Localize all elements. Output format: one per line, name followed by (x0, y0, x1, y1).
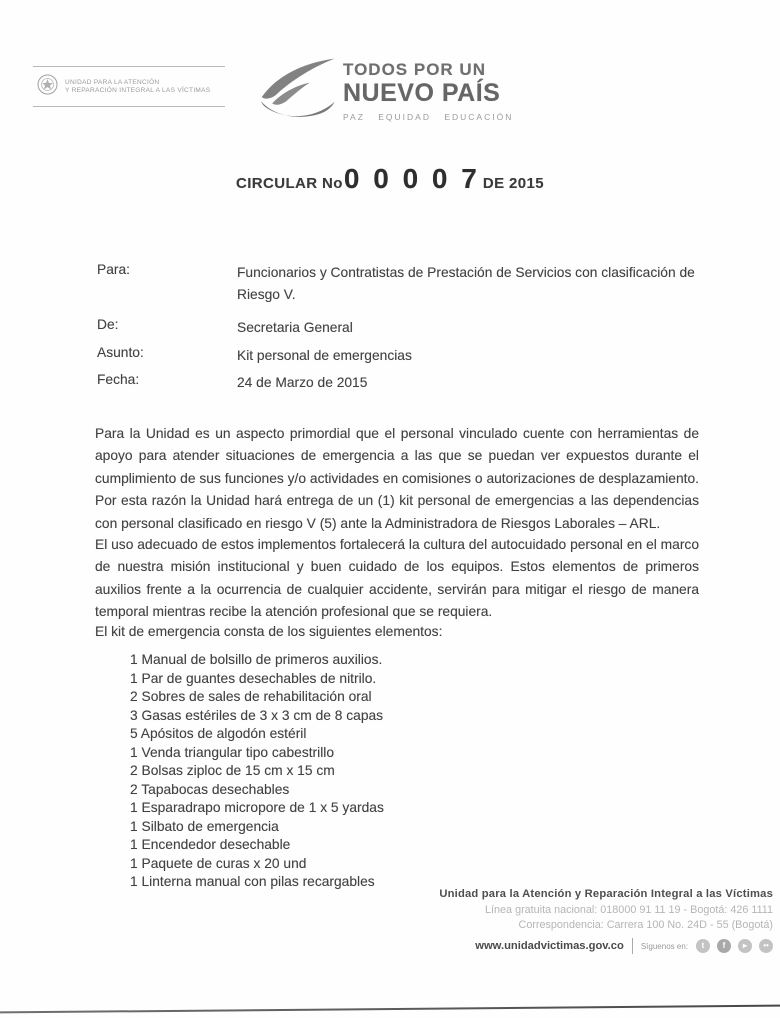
entity-logo-box (33, 66, 225, 107)
list-item: 2 Tapabocas desechables (130, 781, 290, 797)
list-item: 1 Manual de bolsillo de primeros auxilios. (130, 652, 383, 667)
entity-name-line2: Y REPARACIÓN INTEGRAL A LAS VÍCTIMAS (65, 87, 211, 94)
list-item: 1 Linterna manual con pilas recargables (130, 874, 375, 889)
body-paragraph-1: Para la Unidad es un aspecto primordial que el personal vinculado cuente con herramientas de apoyo para atender situaciones de emergencia a las que se puedan ver expuestos durante el cumplimiento de sus funciones y/o actividades en comisiones o autorizaciones de desplazamiento. Por esta razón la Unidad hará entrega de un (1) kit personal de emergencias a las dependencias con personal clasificado en riesgo V (5) ante la Administradora de Riesgos Laborales – ARL. (95, 426, 699, 531)
youtube-icon: ▸ (738, 939, 752, 953)
list-item: 1 Venda triangular tipo cabestrillo (130, 744, 335, 760)
footer-web-row (439, 938, 773, 954)
brand-tagline: PAZ EQUIDAD EDUCACIÓN (343, 112, 514, 122)
meta-label: Para: (97, 262, 130, 277)
meta-value: Kit personal de emergencias (237, 348, 412, 363)
body-paragraph-3: El kit de emergencia consta de los siguientes elementos: (95, 624, 443, 639)
social-icons (696, 939, 773, 953)
scan-artifact-line (0, 1005, 780, 1014)
list-item: 2 Bolsas ziploc de 15 cm x 15 cm (130, 763, 335, 778)
brand-line2: NUEVO PAÍS (343, 79, 501, 107)
list-item: 1 Silbato de emergencia (130, 818, 279, 834)
meta-value: Secretaria General (237, 320, 353, 335)
facebook-icon: f (717, 939, 731, 953)
meta-label: Fecha: (97, 372, 140, 387)
meta-row-fecha (97, 372, 722, 394)
meta-label: De: (97, 317, 119, 332)
list-item: 1 Encendedor desechable (130, 837, 291, 852)
kit-items-list (130, 651, 384, 892)
twitter-icon: t (696, 939, 710, 953)
footer-phone-line: Línea gratuita nacional: 018000 91 11 19 - Bogotá: 426 1111 (485, 904, 773, 916)
brand-text (343, 60, 513, 122)
list-item: 1 Par de guantes desechables de nitrilo. (130, 670, 377, 686)
entity-name-line1: UNIDAD PARA LA ATENCIÓN (65, 79, 160, 86)
meta-row-de (97, 317, 722, 339)
meta-value: 24 de Marzo de 2015 (237, 375, 368, 390)
meta-value: Funcionarios y Contratistas de Prestación de Servicios con clasificación de Riesgo V. (237, 265, 695, 302)
list-item: 1 Paquete de curas x 20 und (130, 855, 307, 871)
list-item: 5 Apósitos de algodón estéril (130, 726, 307, 741)
circular-title-prefix: CIRCULAR No (235, 175, 343, 192)
government-brand (257, 56, 513, 130)
list-item: 2 Sobres de sales de rehabilitación oral (130, 689, 372, 704)
footer-contact-block (439, 888, 773, 954)
nuevo-pais-swoosh-icon (257, 56, 337, 130)
unidad-seal-icon (37, 74, 58, 100)
meta-row-asunto (97, 345, 722, 367)
circular-number-stamp: 0 0 0 0 7 (343, 163, 480, 194)
footer-address-line: Correspondencia: Carrera 100 No. 24D - 55 (Bogotá) (518, 919, 773, 931)
body-paragraph-2: El uso adecuado de estos implementos fortalecerá la cultura del autocuidado personal en el marco de nuestra misión institucional y buen cuidado de los equipos. Estos elementos de primeros auxilios frente a la ocurrencia de cualquier accidente, servirán para mitigar el riesgo de manera temporal mientras recibe la atención profesional que se requiera. (95, 537, 699, 620)
entity-name (65, 79, 210, 95)
circular-title-suffix: DE 2015 (482, 175, 545, 192)
list-item: 1 Esparadrapo micropore de 1 x 5 yardas (130, 800, 384, 815)
website-url: www.unidadvictimas.gov.co (475, 940, 624, 952)
meta-label: Asunto: (97, 345, 144, 360)
follow-us-label: Síguenos en: (640, 941, 688, 951)
footer-org-name: Unidad para la Atención y Reparación Integral a las Víctimas (439, 888, 773, 900)
footer-divider (632, 938, 633, 954)
circular-title (0, 163, 780, 195)
flickr-icon: •• (759, 939, 773, 953)
meta-row-para (97, 262, 722, 306)
list-item: 3 Gasas estériles de 3 x 3 cm de 8 capas (130, 707, 384, 723)
brand-line1: TODOS POR UN (343, 60, 486, 79)
